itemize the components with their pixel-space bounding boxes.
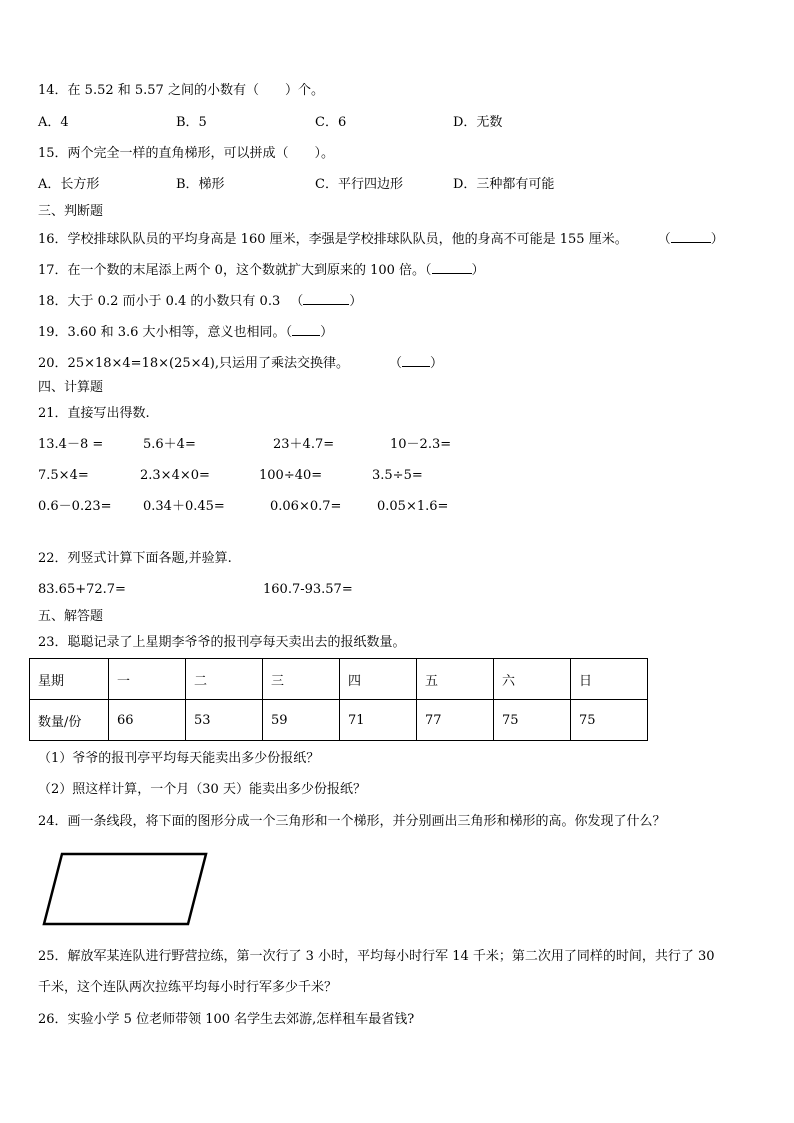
calc-item: 2.3×4×0= [140, 468, 210, 483]
answer-blank-18[interactable] [303, 291, 349, 305]
question-20-text: 20．25×18×4=18×(25×4),只运用了乘法交换律。 [38, 356, 349, 371]
vertical-calc-item: 83.65+72.7= [38, 582, 126, 597]
q15-option-a: A．长方形 [38, 177, 100, 192]
bracket-close: ） [710, 232, 724, 247]
question-26: 26．实验小学 5 位老师带领 100 名学生去郊游,怎样租车最省钱? [38, 1012, 415, 1027]
calc-item: 13.4－8 = [38, 437, 104, 452]
table-cell: 星期 [30, 659, 109, 700]
question-23: 23．聪聪记录了上星期李爷爷的报刊亭每天卖出去的报纸数量。 [38, 635, 406, 650]
bracket-open: （ [290, 294, 304, 309]
question-14: 14．在 5.52 和 5.57 之间的小数有（ ）个。 [38, 83, 324, 98]
section-heading-word-problems: 五、解答题 [38, 609, 104, 624]
question-16-text: 16．学校排球队队员的平均身高是 160 厘米，李强是学校排球队队员，他的身高不可能是 155 厘米。 [38, 232, 628, 247]
bracket-open: （ [389, 356, 403, 371]
q14-option-d: D．无数 [453, 115, 503, 130]
q15-option-c: C．平行四边形 [315, 177, 403, 192]
calc-item: 23＋4.7= [273, 437, 335, 452]
table-cell: 数量/份 [30, 700, 109, 741]
calc-item: 0.05×1.6= [377, 499, 449, 514]
question-17-text: 17．在一个数的末尾添上两个 0，这个数就扩大到原来的 100 倍。 [38, 263, 426, 278]
answer-blank-19[interactable] [292, 322, 320, 336]
bracket-open: （ [657, 232, 671, 247]
table-cell: 一 [109, 659, 186, 700]
table-cell: 五 [417, 659, 494, 700]
answer-blank-20[interactable] [402, 353, 430, 367]
table-cell: 二 [186, 659, 263, 700]
parallelogram-figure [40, 850, 210, 930]
bracket-close: ） [320, 325, 334, 340]
calc-item: 100÷40= [259, 468, 323, 483]
table-cell: 75 [571, 700, 648, 741]
table-cell: 日 [571, 659, 648, 700]
bracket-close: ） [349, 294, 363, 309]
answer-blank-16[interactable] [671, 229, 711, 243]
table-cell: 53 [186, 700, 263, 741]
q14-option-c: C．6 [315, 115, 347, 130]
table-cell: 四 [340, 659, 417, 700]
table-cell: 三 [263, 659, 340, 700]
bracket-open: （ [425, 263, 432, 278]
question-18 [38, 291, 362, 311]
bracket-close: ） [430, 356, 444, 371]
calc-item: 5.6＋4= [143, 437, 196, 452]
question-25-line1: 25．解放军某连队进行野营拉练，第一次行了 3 小时，平均每小时行军 14 千米；第二次用了同样的时间，共行了 30 [38, 949, 715, 964]
question-16 [38, 229, 724, 249]
bracket-open: （ [285, 325, 293, 340]
calc-item: 0.6－0.23= [38, 499, 112, 514]
table-cell: 71 [340, 700, 417, 741]
parallelogram-shape [44, 854, 206, 924]
question-17 [38, 260, 485, 280]
q14-option-b: B．5 [176, 115, 207, 130]
question-19-text: 19．3.60 和 3.6 大小相等，意义也相同。 [38, 325, 286, 340]
section-heading-calculation: 四、计算题 [38, 380, 104, 395]
table-cell: 77 [417, 700, 494, 741]
vertical-calc-item: 160.7-93.57= [263, 582, 353, 597]
table-cell: 六 [494, 659, 571, 700]
bracket-close: ） [471, 263, 485, 278]
question-22: 22．列竖式计算下面各题,并验算. [38, 551, 232, 566]
newspaper-sales-table [29, 658, 648, 741]
answer-blank-17[interactable] [432, 260, 472, 274]
calc-item: 0.34＋0.45= [143, 499, 225, 514]
question-23-sub2: （2）照这样计算，一个月（30 天）能卖出多少份报纸？ [38, 782, 366, 797]
table-cell: 75 [494, 700, 571, 741]
table-cell: 59 [263, 700, 340, 741]
question-20 [38, 353, 443, 373]
question-18-text: 18．大于 0.2 而小于 0.4 的小数只有 0.3 [38, 294, 281, 309]
calc-item: 7.5×4= [38, 468, 89, 483]
question-21: 21．直接写出得数. [38, 406, 150, 421]
calc-item: 3.5÷5= [372, 468, 423, 483]
section-heading-judgement: 三、判断题 [38, 204, 104, 219]
q15-option-b: B．梯形 [176, 177, 225, 192]
calc-item: 10－2.3= [390, 437, 452, 452]
table-row [30, 659, 648, 700]
question-25-line2: 千米，这个连队两次拉练平均每小时行军多少千米？ [38, 980, 338, 995]
q15-option-d: D．三种都有可能 [453, 177, 555, 192]
table-row [30, 700, 648, 741]
table-cell: 66 [109, 700, 186, 741]
question-19 [38, 322, 333, 342]
question-24: 24．画一条线段，将下面的图形分成一个三角形和一个梯形，并分别画出三角形和梯形的高。你发现了什么？ [38, 814, 666, 829]
question-15: 15．两个完全一样的直角梯形，可以拼成（ ）。 [38, 146, 335, 161]
calc-item: 0.06×0.7= [270, 499, 342, 514]
question-23-sub1: （1）爷爷的报刊亭平均每天能卖出多少份报纸？ [38, 751, 320, 766]
q14-option-a: A．4 [38, 115, 69, 130]
